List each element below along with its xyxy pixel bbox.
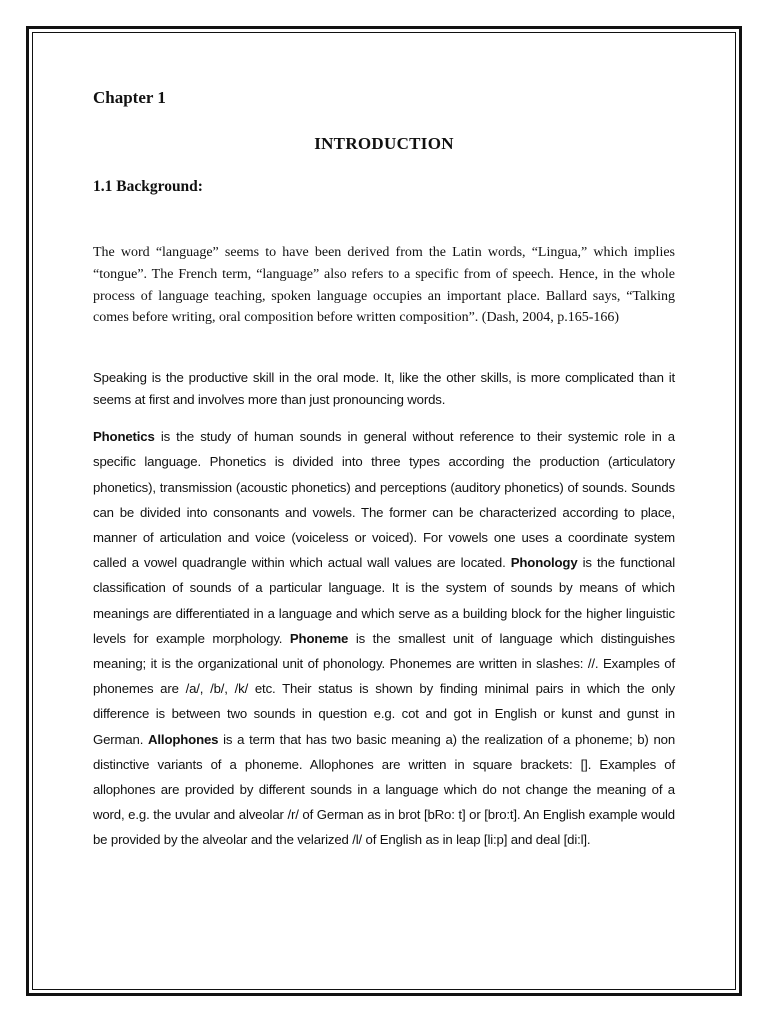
paragraph-text: is the smallest unit of language which distinguishes meaning; it is the organizational unit of phonology. Phonemes are written in slashes: //. Examples of phonemes are /a/, /b/, /k/ etc. Their status is shown by finding minimal pairs in which the only difference is between two sounds in question e.g. cot and got in English or kunst and gunst in German.	[93, 630, 675, 747]
paragraph-speaking: Speaking is the productive skill in the oral mode. It, like the other skills, is more complicated than it seems at first and involves more than just pronouncing words.	[93, 370, 675, 408]
paragraph-text: is the functional classification of sounds of a particular language. It is the system of sounds by means of which meanings are differentiated in a language and which serve as a building block for the higher linguistic levels for example morphology.	[93, 555, 675, 646]
paragraph-phonetics	[93, 424, 675, 852]
term-allophones: Allophones	[148, 731, 219, 747]
paragraph-text: is a term that has two basic meaning a) the realization of a phoneme; b) non distinctive variants of a phoneme. Allophones are written in square brackets: []. Examples of allophones are provided by different sounds in a language which do not change the meaning of a word, e.g. the uvular and alveolar /r/ of German as in brot [bRo: t] or [bro:t]. An English example would be provided by the alveolar and the velarized /l/ of English as in leap [li:p] and deal [di:l].	[93, 731, 676, 848]
term-phoneme: Phoneme	[289, 630, 349, 646]
term-phonetics: Phonetics	[93, 429, 155, 445]
paragraph-text: is the study of human sounds in general without reference to their systemic role in a specific language. Phonetics is divided into three types according the production (articulatory phonetics), transmission (acoustic phonetics) and perceptions (auditory phonetics) of sounds. Sounds can be divided into consonants and vowels. The former can be characterized according to place, manner of articulation and voice (voiceless or voiced). For vowels one uses a coordinate system called a vowel quadrangle within which actual wall values are located.	[93, 429, 675, 571]
page-title: INTRODUCTION	[314, 134, 454, 153]
section-heading: 1.1 Background:	[93, 178, 203, 195]
chapter-label: Chapter 1	[93, 88, 166, 107]
term-phonology: Phonology	[510, 555, 578, 571]
paragraph-language-origin: The word “language” seems to have been derived from the Latin words, “Lingua,” which implies “tongue”. The French term, “language” also refers to a specific from of speech. Hence, in the whole process of language teaching, spoken language occupies an important place. Ballard says, “Talking comes before writing, oral composition before written composition”. (Dash, 2004, p.165-166)	[93, 245, 675, 326]
